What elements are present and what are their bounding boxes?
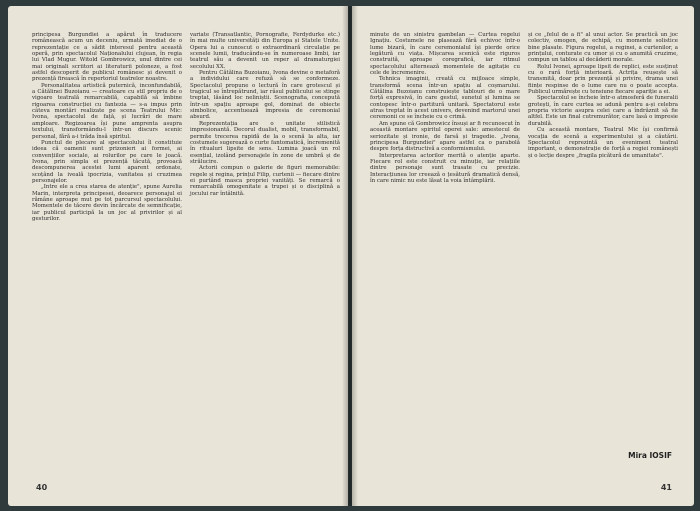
paragraph: principesa Burgundiei a apărut în traducere românească acum un deceniu, urmată imediat de o reprezentație ce a sădit interesul pentru această operă, prin spectacolul Naționalului clujean, în regia lui Vlad Mugur. Witold Gombrowicz, unul dintre cei mai originali scriitori ai literaturii poloneze, a fost astfel descoperit de publicul românesc și devenit o prezență firească în repertoriul teatrelor noastre. — [32, 32, 182, 83]
paragraph: Pentru Cătălina Buzoianu, Ivona devine o metaforă a individului care refuză să se conformeze. Spectacolul propune o lectură în care grotescul și tragicul se întrepătrund, iar râsul publicului se stinge treptat, lăsând loc neliniștii. Scenografia, concepută într-un spațiu aproape gol, dominat de obiecte simbolice, accentuează impresia de ceremonial absurd. — [190, 70, 340, 121]
paragraph: Am spune că Gombrowicz însuși ar fi recunoscut în această montare spiritul operei sale: amestecul de seriozitate și ironie, de farsă și tragedie. „Ivona, principesa Burgundiei" apare astfel ca o parabolă despre forța distructivă a conformismului. — [370, 120, 520, 153]
left-column-1 — [32, 32, 182, 222]
author-signature: Mira IOSIF — [628, 451, 672, 460]
paragraph: și ce „felul de a fi" al unui actor. Se practică un joc colectiv, omogen, de echipă, cu momente solistice bine plasate. Figura regelui, a reginei, a curtenilor, a prințului, conturate cu umor și cu o anumită cruzime, compun un tablou al decăderii morale. — [528, 32, 678, 64]
paragraph: Reprezentația are o unitate stilistică impresionantă. Decorul dualist, mobil, transformabil, permite trecerea rapidă de la o scenă la alta, iar costumele sugerează o curte fantomatică, încremenită în ritualuri lipsite de sens. Lumina joacă un rol esențial, izolând personajele în zone de umbră și de strălucire. — [190, 120, 340, 165]
paragraph: Actorii compun o galerie de figuri memorabile: regele și regina, prințul Filip, curtenii — fiecare dintre ei purtând masca propriei vanități. Se remarcă o remarcabilă omogenitate a trupei și o disciplină a jocului rar întâlnită. — [190, 165, 340, 197]
left-page — [8, 6, 348, 506]
paragraph: variate (Transatlantic, Pornografie, Ferdydurke etc.) în mai multe universități din Europa și Statele Unite. Opera lui a cunoscut o extraordinară circulație pe scenele lumii, traducându-se în numeroase limbi, iar teatrul său a devenit un reper al dramaturgiei secolului XX. — [190, 32, 340, 70]
paragraph: Personalitatea artistică puternică, inconfundabilă, a Cătălinei Buzoianu — creatoare cu stil propriu de o vigoare teatrală remarcabilă, capabilă să îmbine rigoarea construcției cu fantezia — s-a impus prin câteva montări realizate pe scena Teatrului Mic: Ivona, spectacolul de față, și lucrări de mare amploare. Regizoarea își pune amprenta asupra textului, transformându-l într-un discurs scenic personal, fără a-i trăda însă spiritul. — [32, 82, 182, 140]
right-page — [352, 6, 694, 506]
paragraph: Interpretarea actorilor merită o atenție aparte. Fiecare rol este construit cu minuție, iar relațiile dintre personaje sunt trasate cu precizie. Interacțiunea lor creează o țesătură dramatică densă, în care nimic nu este lăsat la voia întâmplării. — [370, 152, 520, 184]
left-column-2 — [190, 32, 340, 197]
right-column-1 — [370, 32, 520, 184]
paragraph: „Intre ele a crea starea de atenție", spune Aurelia Marin, interpreta principesei, deoarece personajul ei rămâne aproape mut pe tot parcursul spectacolului. Momentele de tăcere devin încărcate de semnificație, iar publicul participă la un joc al privirilor și al gesturilor. — [32, 184, 182, 222]
right-column-2 — [528, 32, 678, 159]
page-number: 41 — [660, 483, 672, 492]
page-number: 40 — [36, 483, 48, 492]
paragraph: Rolul Ivonei, aproape lipsit de replici, este susținut cu o rară forță interioară. Actrița reușește să transmită, doar prin prezență și privire, drama unei ființe respinse de o lume care nu o poate accepta. Publicul urmărește cu tensiune fiecare apariție a ei. — [528, 63, 678, 96]
paragraph: minute de un sinistru gambelan — Curtea regelui Ignațiu. Costumele ne plasează fără echivoc într-o lume bizară, în care ceremonialul își pierde orice legătură cu viața. Mișcarea scenică este riguros construită, aproape coregrafică, iar ritmul spectacolului alternează momentele de agitație cu cele de încremenire. — [370, 32, 520, 77]
paragraph: Punctul de plecare al spectacolului îl constituie ideea că oamenii sunt prizonieri ai formei, ai convențiilor sociale, ai rolurilor pe care le joacă. Ivona, prin simpla ei prezență tăcută, provoacă descompunerea acestei lumi aparent ordonate, scoțând la iveală ipocrizia, vanitatea și cruzimea personajelor. — [32, 139, 182, 184]
paragraph: Tehnica imaginii, creată cu mijloace simple, transformă scena într-un spațiu al coșmarului. Cătălina Buzoianu construiește tablouri de o mare forță expresivă, în care gestul, sunetul și lumina se contopesc într-o partitură unitară. Spectatorul este atras treptat în acest univers, devenind martorul unei ceremonii ce se încheie cu o crimă. — [370, 76, 520, 121]
book-gutter — [342, 6, 358, 506]
paragraph: Cu această montare, Teatrul Mic își confirmă vocația de scenă a experimentului și a căutării. Spectacolul reprezintă un eveniment teatral important, o demonstrație de forță a regiei românești și o lecție despre „fragila picătură de umanitate". — [528, 127, 678, 159]
paragraph: Spectacolul se încheie într-o atmosferă de funeralii grotești, în care curtea se adună pentru a-și celebra propria victorie asupra celei care a îndrăznit să fie altfel. Este un final cutremurător, care lasă o impresie durabilă. — [528, 95, 678, 127]
